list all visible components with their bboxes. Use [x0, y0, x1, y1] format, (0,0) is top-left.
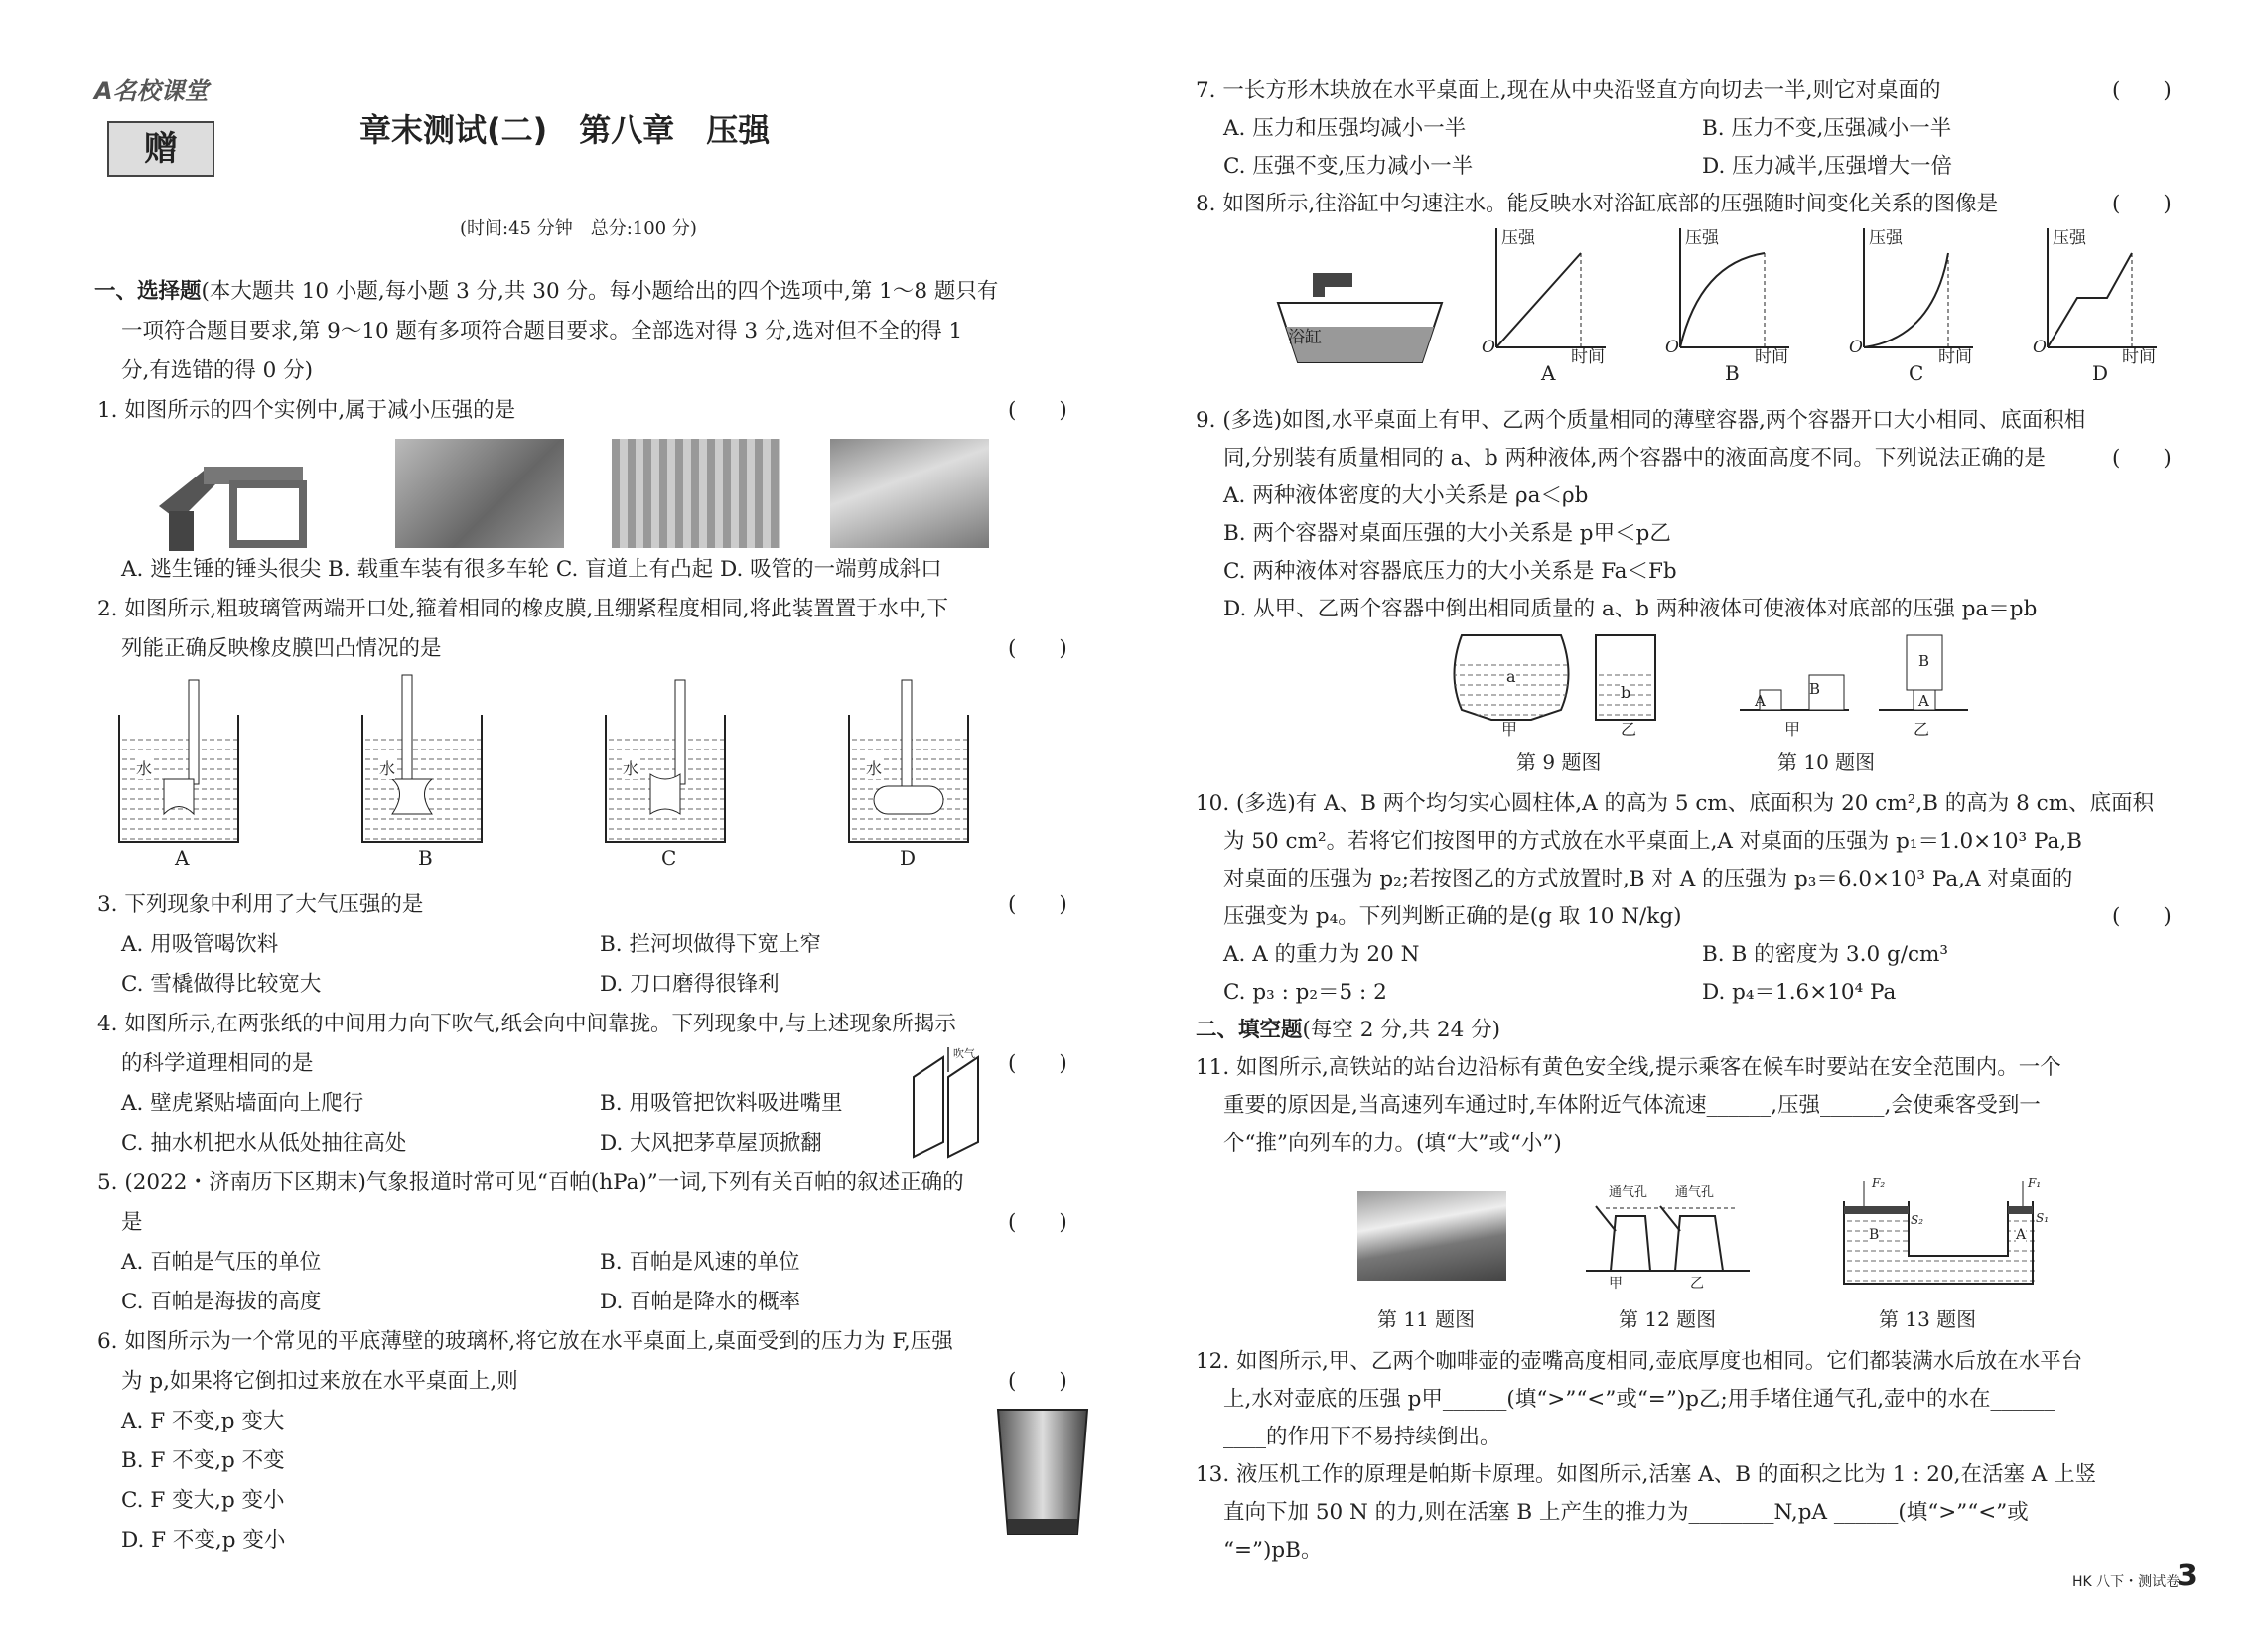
q13-line2: 直向下加 50 N 的力,则在活塞 B 上产生的推力为________N,pA ______(填“>”“<”或 [1223, 1500, 2029, 1525]
q10-line4: 压强变为 p₄。下列判断正确的是(g 取 10 N/kg) [1223, 904, 1682, 929]
q2-water-label-d: 水 [866, 756, 882, 779]
q10-line3: 对桌面的压强为 p₂;若按图乙的方式放置时,B 对 A 的压强为 p₃＝6.0×10³ Pa,A 对桌面的 [1223, 867, 2073, 891]
fig11-caption: 第 11 题图 [1377, 1307, 1476, 1331]
q10-b-top-label: B [1918, 652, 1930, 670]
q13-f2-label: F₂ [1872, 1176, 1886, 1190]
q4-option-a: A. 壁虎紧贴墙面向上爬行 [121, 1091, 364, 1116]
q13-b-label: B [1869, 1227, 1880, 1243]
q1-hammer-image [149, 452, 318, 556]
fig9-caption: 第 9 题图 [1516, 750, 1602, 774]
q6-option-c: C. F 变大,p 变小 [121, 1488, 285, 1513]
q7-paren: ( ) [2112, 78, 2172, 103]
publisher-logo: A名校课堂 [94, 77, 209, 105]
q8-label-a: A [1541, 361, 1556, 385]
fig13-caption: 第 13 题图 [1879, 1307, 1977, 1331]
q2-water-label-a: 水 [136, 756, 152, 779]
q3-option-b: B. 拦河坝做得下宽上窄 [600, 932, 821, 957]
bathtub [1278, 273, 1442, 362]
q12-yi-label: 乙 [1690, 1276, 1704, 1292]
section2-line [1196, 1013, 1500, 1043]
q8-ylabel-b: 压强 [1685, 228, 1719, 248]
q13-s2-label: S₂ [1911, 1213, 1924, 1227]
q6-glass-image [993, 1405, 1092, 1539]
q8-label-d: D [2092, 361, 2109, 385]
section1-line1 [94, 274, 998, 305]
q2-paren: ( ) [1008, 636, 1067, 661]
q7-stem: 7. 一长方形木块放在水平桌面上,现在从中央沿竖直方向切去一半,则它对桌面的 [1196, 78, 1941, 103]
q13-a-label: A [2016, 1227, 2027, 1243]
q2-water-label-b: 水 [379, 756, 395, 779]
q4-paper-figure [899, 1047, 1008, 1157]
q8-label-b: B [1725, 361, 1740, 385]
q1-paren: ( ) [1008, 398, 1067, 423]
q5-stem-line1: 5. (2022・济南历下区期末)气象报道时常可见“百帕(hPa)”一词,下列有关百帕的叙述正确的 [97, 1170, 964, 1195]
q11-line3: 个“推”向列车的力。(填“大”或“小”) [1223, 1131, 1562, 1156]
q9-option-b: B. 两个容器对桌面压强的大小关系是 p甲＜p乙 [1223, 521, 1671, 546]
q1-options: A. 逃生锤的锤头很尖 B. 载重车装有很多车轮 C. 盲道上有凸起 D. 吸管的一端剪成斜口 [121, 557, 942, 582]
q7-option-d: D. 压力减半,压强增大一倍 [1702, 154, 1952, 179]
q4-option-b: B. 用吸管把饮料吸进嘴里 [600, 1091, 843, 1116]
q7-option-a: A. 压力和压强均减小一半 [1223, 116, 1467, 141]
q8-ylabel-c: 压强 [1869, 228, 1903, 248]
q4-blow-label: 吹气 [953, 1047, 975, 1060]
q6-option-b: B. F 不变,p 不变 [121, 1448, 285, 1473]
q10-option-a: A. A 的重力为 20 N [1223, 942, 1420, 967]
q4-option-d: D. 大风把茅草屋顶掀翻 [600, 1131, 822, 1156]
q10-option-c: C. p₃ : p₂＝5 : 2 [1223, 980, 1387, 1005]
q2-stem-line2: 列能正确反映橡皮膜凹凸情况的是 [121, 636, 442, 661]
q5-option-a: A. 百帕是气压的单位 [121, 1250, 322, 1275]
section1-desc: (本大题共 10 小题,每小题 3 分,共 30 分。每小题给出的四个选项中,第 1～8 题只有 [201, 279, 999, 304]
page-number: 3 [2177, 1559, 2197, 1593]
q10-option-b: B. B 的密度为 3.0 g/cm³ [1702, 942, 1949, 967]
q5-option-c: C. 百帕是海拔的高度 [121, 1290, 322, 1314]
q8-tub-label: 浴缸 [1288, 328, 1322, 347]
q13-line1: 13. 液压机工作的原理是帕斯卡原理。如图所示,活塞 A、B 的面积之比为 1 : 20,在活塞 A 上竖 [1196, 1462, 2097, 1487]
q2-figure [114, 675, 988, 874]
q9-option-c: C. 两种液体对容器底压力的大小关系是 Fa＜Fb [1223, 559, 1677, 584]
q8-ylabel-a: 压强 [1501, 228, 1535, 248]
q8-xlabel-c: 时间 [1938, 347, 1972, 367]
q3-paren: ( ) [1008, 892, 1067, 917]
q8-origin-d: O [2033, 338, 2047, 357]
section1-heading: 一、选择题 [94, 279, 202, 304]
q9-q10-figure [1452, 630, 2008, 730]
q10-jia-label: 甲 [1784, 720, 1801, 739]
section1-line2: 一项符合题目要求,第 9～10 题有多项符合题目要求。全部选对得 3 分,选对但不全的得 1 [121, 319, 963, 343]
q2-water-label-c: 水 [623, 756, 638, 779]
q6-option-a: A. F 不变,p 变大 [121, 1409, 285, 1433]
q6-paren: ( ) [1008, 1369, 1067, 1394]
q7-option-b: B. 压力不变,压强减小一半 [1702, 116, 1952, 141]
q3-option-c: C. 雪橇做得比较宽大 [121, 972, 322, 997]
q2-label-b: B [418, 846, 433, 870]
q8-xlabel-a: 时间 [1571, 347, 1605, 367]
q10-a-bottom-label: A [1918, 692, 1929, 710]
q9-paren: ( ) [2112, 446, 2172, 471]
q12-line2: 上,水对壶底的压强 p甲______(填“>”“<”或“=”)p乙;用手堵住通气孔,壶中的水在______ [1223, 1387, 2055, 1412]
q10-yi-label: 乙 [1914, 720, 1930, 739]
q9-option-d: D. 从甲、乙两个容器中倒出相同质量的 a、b 两种液体可使液体对底部的压强 pa＝pb [1223, 597, 2038, 621]
q8-origin-b: O [1665, 338, 1679, 357]
q3-option-a: A. 用吸管喝饮料 [121, 932, 279, 957]
page-title: 章末测试(二) 第八章 压强 [359, 111, 771, 149]
q4-option-c: C. 抽水机把水从低处抽往高处 [121, 1131, 407, 1156]
q9-stem-line2: 同,分别装有质量相同的 a、b 两种液体,两个容器中的液面高度不同。下列说法正确的是 [1223, 446, 2046, 471]
q6-stem-line1: 6. 如图所示为一个常见的平底薄壁的玻璃杯,将它放在水平桌面上,桌面受到的压力为 F,压强 [97, 1329, 953, 1354]
q8-origin-a: O [1482, 338, 1495, 357]
q4-stem-line2: 的科学道理相同的是 [121, 1051, 314, 1076]
q8-paren: ( ) [2112, 192, 2172, 216]
q9-b-label: b [1621, 683, 1631, 702]
section2-desc: (每空 2 分,共 24 分) [1302, 1018, 1501, 1042]
q12-line1: 12. 如图所示,甲、乙两个咖啡壶的壶嘴高度相同,壶底厚度也相同。它们都装满水后放在水平台 [1196, 1349, 2083, 1374]
q2-label-d: D [900, 846, 917, 870]
q12-vent-label-2: 通气孔 [1675, 1185, 1715, 1200]
time-info: (时间:45 分钟 总分:100 分) [460, 218, 697, 239]
q13-s1-label: S₁ [2036, 1211, 2050, 1225]
q12-vent-label-1: 通气孔 [1609, 1185, 1648, 1200]
q10-b-label: B [1809, 680, 1821, 698]
q12-coffee-pot-figure [1586, 1186, 1755, 1286]
q10-line2: 为 50 cm²。若将它们按图甲的方式放在水平桌面上,A 对桌面的压强为 p₁＝1.0×10³ Pa,B [1223, 829, 2082, 854]
q8-xlabel-b: 时间 [1755, 347, 1788, 367]
q2-label-a: A [175, 846, 190, 870]
q5-option-b: B. 百帕是风速的单位 [600, 1250, 800, 1275]
q2-stem-line1: 2. 如图所示,粗玻璃管两端开口处,箍着相同的橡皮膜,且绷紧程度相同,将此装置置于水中,下 [97, 597, 949, 621]
q12-jia-label: 甲 [1609, 1276, 1623, 1292]
q9-option-a: A. 两种液体密度的大小关系是 ρa＜ρb [1223, 483, 1589, 508]
q12-line3: ____的作用下不易持续倒出。 [1223, 1425, 1501, 1449]
q8-stem: 8. 如图所示,往浴缸中匀速注水。能反映水对浴缸底部的压强随时间变化关系的图像是 [1196, 192, 1999, 216]
q5-paren: ( ) [1008, 1210, 1067, 1235]
container-yi [1596, 635, 1655, 720]
q7-option-c: C. 压强不变,压力减小一半 [1223, 154, 1474, 179]
q5-option-d: D. 百帕是降水的概率 [600, 1290, 801, 1314]
q11-line1: 11. 如图所示,高铁站的站台边沿标有黄色安全线,提示乘客在候车时要站在安全范围内。一个 [1196, 1055, 2061, 1080]
q9-a-label: a [1506, 667, 1516, 686]
section1-line3: 分,有选错的得 0 分) [121, 358, 314, 383]
q1-truck-image [395, 439, 564, 548]
q8-label-c: C [1909, 361, 1924, 385]
fig12-caption: 第 12 题图 [1619, 1307, 1717, 1331]
q10-option-d: D. p₄＝1.6×10⁴ Pa [1702, 980, 1897, 1005]
q4-stem-line1: 4. 如图所示,在两张纸的中间用力向下吹气,纸会向中间靠拢。下列现象中,与上述现象所揭示 [97, 1012, 956, 1036]
q10-a-small-label: A [1755, 692, 1766, 710]
q13-line3: “=”)pB。 [1223, 1538, 1323, 1563]
q8-ylabel-d: 压强 [2053, 228, 2086, 248]
q9-yi-label: 乙 [1621, 720, 1637, 739]
q9-stem-line1: 9. (多选)如图,水平桌面上有甲、乙两个质量相同的薄壁容器,两个容器开口大小相同、底面积相 [1196, 408, 2086, 433]
q3-option-d: D. 刀口磨得很锋利 [600, 972, 780, 997]
q10-line1: 10. (多选)有 A、B 两个均匀实心圆柱体,A 的高为 5 cm、底面积为 20 cm²,B 的高为 8 cm、底面积 [1196, 791, 2155, 816]
q4-paren: ( ) [1008, 1051, 1067, 1076]
section2-heading: 二、填空题 [1196, 1018, 1303, 1042]
q2-label-c: C [661, 846, 677, 870]
q8-origin-c: O [1849, 338, 1863, 357]
q1-stem: 1. 如图所示的四个实例中,属于减小压强的是 [97, 398, 516, 423]
q11-train-image [1357, 1191, 1506, 1281]
q6-stem-line2: 为 p,如果将它倒扣过来放在水平桌面上,则 [121, 1369, 518, 1394]
fig10-caption: 第 10 题图 [1777, 750, 1876, 774]
q1-straw-image [830, 439, 989, 548]
q5-stem-line2: 是 [121, 1210, 143, 1235]
q1-tactile-path-image [612, 439, 780, 548]
q6-option-d: D. F 不变,p 变小 [121, 1528, 286, 1553]
q13-f1-label: F₁ [2028, 1176, 2042, 1190]
footer-tag: HK 八下・测试卷 [2072, 1574, 2181, 1590]
q10-paren: ( ) [2112, 904, 2172, 929]
gift-badge: 赠 [107, 121, 214, 177]
q11-line2: 重要的原因是,当高速列车通过时,车体附近气体流速______,压强______,会使乘客受到一 [1223, 1093, 2041, 1118]
q8-xlabel-d: 时间 [2122, 347, 2156, 367]
q3-stem: 3. 下列现象中利用了大气压强的是 [97, 892, 424, 917]
q9-jia-label: 甲 [1501, 720, 1518, 739]
